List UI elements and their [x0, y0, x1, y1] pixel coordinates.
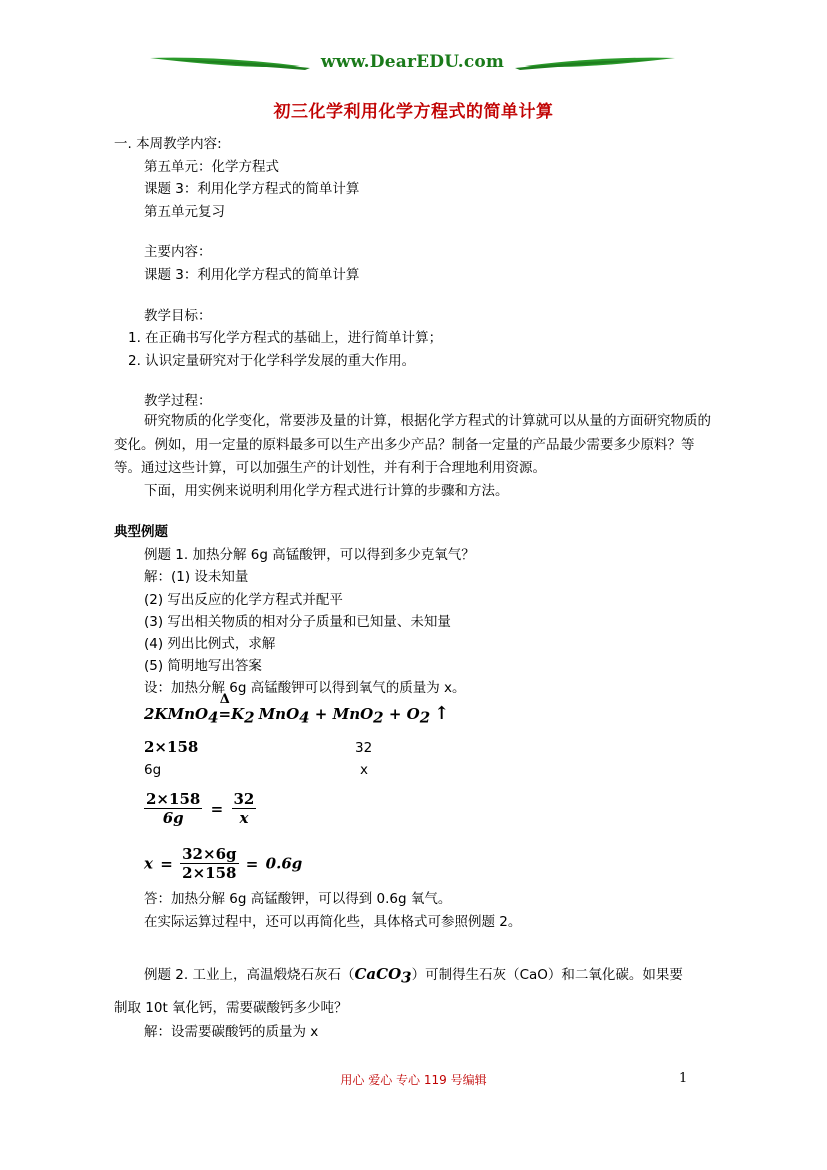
answer-line: 答：加热分解 6g 高锰酸钾，可以得到 0.6g 氧气。: [144, 891, 452, 907]
main-content-label: 主要内容：: [144, 244, 212, 260]
main-content-line: 课题 3：利用化学方程式的简单计算: [144, 267, 360, 283]
example2-line: 制取 10t 氧化钙，需要碳酸钙多少吨？: [114, 1000, 348, 1016]
example-question: 例题 1. 加热分解 6g 高锰酸钾，可以得到多少克氧气？: [144, 547, 475, 563]
gas-arrow-icon: ↑: [434, 703, 450, 724]
solution-step: (2) 写出反应的化学方程式并配平: [144, 592, 343, 608]
content-line: 课题 3：利用化学方程式的简单计算: [144, 181, 360, 197]
proportion-equation: $\frac{2\times 158}{6g}$ = $\frac{32}{x}$: [146, 790, 255, 827]
heat-symbol: Δ: [219, 692, 230, 707]
solution-step: (3) 写出相关物质的相对分子质量和已知量、未知量: [144, 614, 451, 630]
content-line: 第五单元复习: [144, 204, 225, 220]
example2-solve: 解：设需要碳酸钙的质量为 x: [144, 1024, 319, 1040]
molar-mass-left: 2×158: [144, 738, 199, 756]
let-statement: 设：加热分解 6g 高锰酸钾可以得到氧气的质量为 x。: [144, 680, 466, 696]
example2-question: 例题 2. 工业上，高温煅烧石灰石（CaCO$_3$）可制得生石灰（CaO）和二氧化碳。如果要: [144, 965, 683, 987]
note-line: 在实际运算过程中，还可以再简化些，具体格式可参照例题 2。: [144, 914, 522, 930]
examples-heading: 典型例题: [114, 524, 168, 540]
process-label: 教学过程：: [144, 393, 212, 409]
process-paragraph: 研究物质的化学变化，常要涉及量的计算，根据化学方程式的计算就可以从量的方面研究物质的变化。例如，用一定量的原料最多可以生产出多少产品？制备一定量的产品最少需要多少原料？等等。通过这些计算，可以加强生产的计划性，并有利于合理地利用资源。: [114, 413, 711, 476]
goal-item: 2. 认识定量研究对于化学科学发展的重大作用。: [128, 353, 416, 369]
solution-step: (5) 简明地写出答案: [144, 658, 262, 674]
goal-item: 1. 在正确书写化学方程式的基础上，进行简单计算；: [128, 330, 443, 346]
unknown-mass: x: [360, 762, 368, 778]
chemical-equation: 2KMnO$_4$ Δ $=K_2$ $MnO_4 + MnO_2 + O_2$ ↑: [144, 692, 450, 727]
known-mass: 6g: [144, 762, 162, 778]
molar-mass-right: 32: [355, 740, 373, 756]
document-title: 初三化学利用化学方程式的简单计算: [273, 102, 554, 122]
solution-equation: x = $\frac{32\times 6g}{2\times 158}$ = 0.6g: [144, 845, 303, 882]
goals-label: 教学目标：: [144, 308, 212, 324]
section-heading: 一. 本周教学内容:: [114, 136, 222, 152]
site-logo-text[interactable]: www.DearEDU.com: [320, 52, 505, 72]
footer-text: 用心 爱心 专心 119 号编辑: [340, 1073, 487, 1087]
header-logo: [150, 48, 675, 80]
solution-step: 解：(1) 设未知量: [144, 569, 249, 585]
solution-step: (4) 列出比例式，求解: [144, 636, 276, 652]
process-paragraph: 下面，用实例来说明利用化学方程式进行计算的步骤和方法。: [144, 483, 509, 499]
content-line: 第五单元：化学方程式: [144, 159, 279, 175]
page-number: 1: [679, 1071, 688, 1086]
